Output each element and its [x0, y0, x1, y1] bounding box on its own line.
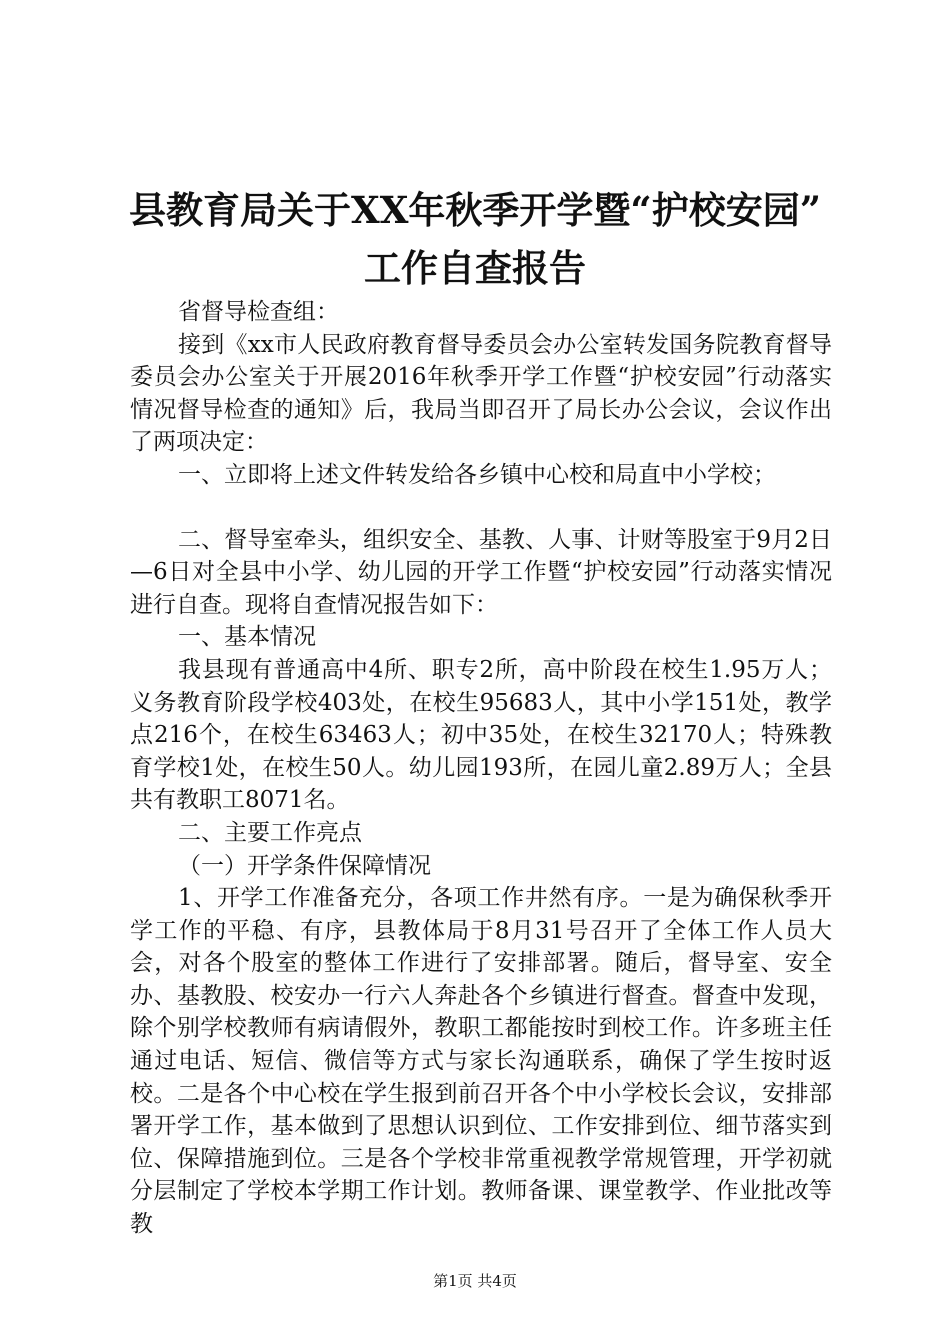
salutation: 省督导检查组： [178, 299, 339, 325]
section-heading-highlights: 二、主要工作亮点 [178, 819, 362, 846]
document-title-line-1: 县教育局关于XX年秋季开学暨“护校安园” [129, 188, 821, 232]
section-heading-basic: 一、基本情况 [178, 624, 316, 651]
paragraph-intro: 接到《xx市人民政府教育督导委员会办公室转发国务院教育督导委员会办公室关于开展2016年秋季开学工作暨“护校安园”行动落实情况督导检查的通知》后，我局当即召开了局长办公会议，会议作出了两项决定： [130, 331, 832, 456]
decision-item-1: 一、立即将上述文件转发给各乡镇中心校和局直中小学校； [178, 461, 776, 488]
document-body [130, 296, 832, 1241]
subsection-heading-conditions: （一）开学条件保障情况 [178, 852, 431, 879]
decision-item-2: 二、督导室牵头，组织安全、基教、人事、计财等股室于9月2日—6日对全县中小学、幼儿园的开学工作暨“护校安园”行动落实情况进行自查。现将自查情况报告如下： [130, 526, 832, 618]
paragraph-preparation: 1、开学工作准备充分，各项工作井然有序。一是为确保秋季开学工作的平稳、有序，县教体局于8月31号召开了全体工作人员大会，对各个股室的整体工作进行了安排部署。随后，督导室、安全办、基教股、校安办一行六人奔赴各个乡镇进行督查。督查中发现，除个别学校教师有病请假外，教职工都能按时到校工作。许多班主任通过电话、短信、微信等方式与家长沟通联系，确保了学生按时返校。二是各个中心校在学生报到前召开各个中小学校长会议，安排部署开学工作，基本做到了思想认识到位、工作安排到位、细节落实到位、保障措施到位。三是各个学校非常重视教学常规管理，开学初就分层制定了学校本学期工作计划。教师备课、课堂教学、作业批改等教 [130, 885, 832, 1238]
document-title-line-2: 工作自查报告 [364, 246, 586, 290]
paragraph-basic-info: 我县现有普通高中4所、职专2所，高中阶段在校生1.95万人；义务教育阶段学校403处，在校生95683人，其中小学151处，教学点216个，在校生63463人；初中35处，在校生32170人；特殊教育学校1处，在校生50人。幼儿园193所，在园儿童2.89万人；全县共有教职工8071名。 [130, 656, 832, 814]
page-number-footer: 第1页 共4页 [433, 1272, 517, 1290]
paragraph-gap [130, 492, 832, 524]
